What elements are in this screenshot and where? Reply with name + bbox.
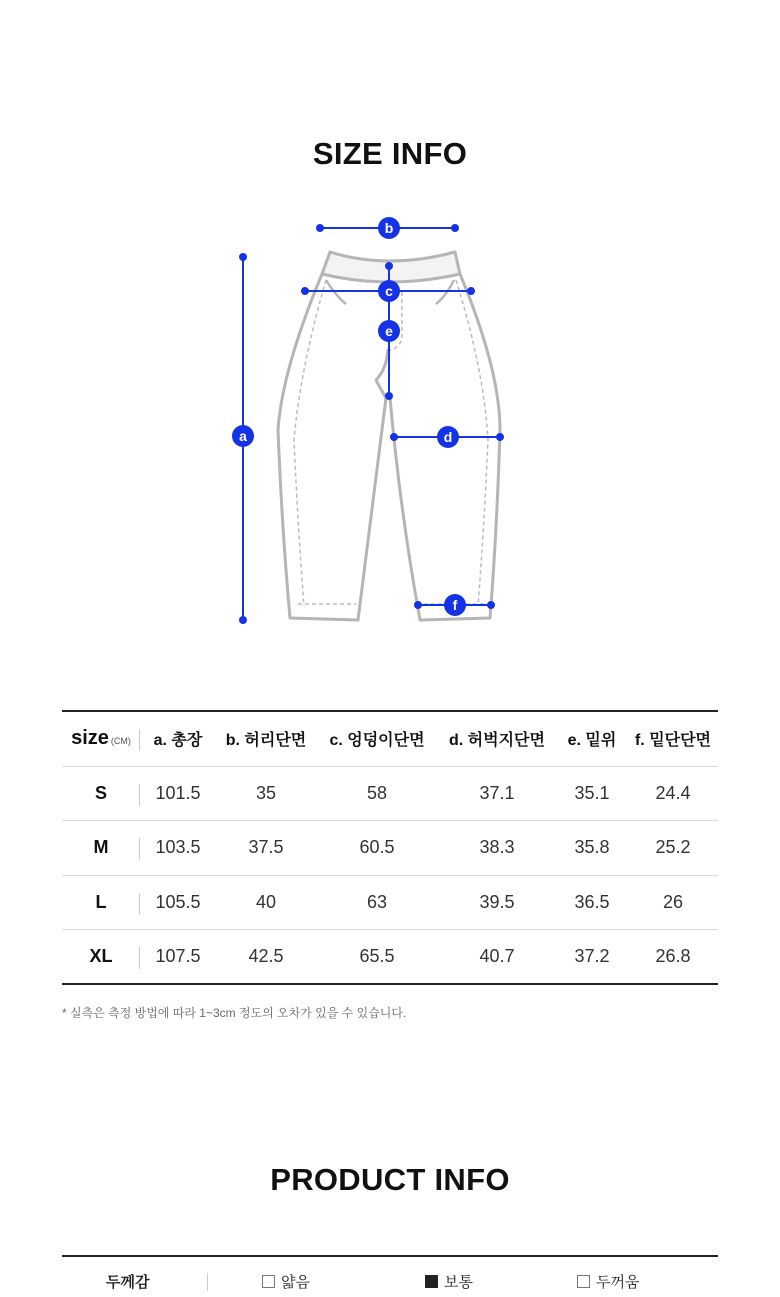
header-hem: f. 밑단단면 — [634, 732, 712, 750]
marker-b — [378, 217, 400, 239]
table-cell: 58 — [366, 782, 388, 803]
svg-text:b: b — [384, 220, 394, 236]
table-cell: 35 — [255, 782, 277, 803]
table-cell: 36.5 — [574, 891, 610, 912]
size-column-header: size (CM) — [62, 711, 140, 766]
table-row — [62, 766, 718, 821]
checkbox-icon — [262, 1275, 275, 1288]
table-cell: 35.8 — [574, 837, 610, 858]
svg-text:f: f — [452, 597, 458, 613]
checkbox-icon — [577, 1275, 590, 1288]
table-cell: 105.5 — [155, 891, 201, 912]
table-cell: 39.5 — [479, 891, 515, 912]
table-row — [62, 821, 718, 876]
thickness-label: 두께감 — [106, 1274, 150, 1291]
table-cell: 26.8 — [655, 946, 691, 966]
table-cell: 26 — [662, 891, 684, 912]
table-cell: 65.5 — [359, 946, 395, 966]
table-cell: 37.1 — [479, 782, 515, 803]
size-table — [62, 710, 718, 985]
pants-size-diagram — [0, 200, 780, 640]
table-cell: 25.2 — [655, 837, 691, 858]
table-row — [62, 875, 718, 930]
svg-text:e: e — [385, 323, 393, 339]
table-cell: 40.7 — [479, 946, 515, 966]
table-cell: 37.2 — [574, 946, 610, 966]
table-cell: 38.3 — [479, 837, 515, 858]
header-rise: e. 밑위 — [567, 732, 617, 750]
table-cell: 35.1 — [574, 782, 610, 803]
size-info-title: SIZE INFO — [312, 136, 468, 171]
measurement-note: * 실측은 측정 방법에 따라 1~3cm 정도의 오차가 있을 수 있습니다. — [62, 1006, 407, 1020]
header-hip: c. 엉덩이단면 — [329, 732, 425, 750]
size-cell: L — [62, 875, 140, 930]
header-thigh: d. 허벅지단면 — [449, 732, 545, 750]
thickness-option-medium: 보통 — [425, 1271, 473, 1292]
svg-text:c: c — [385, 283, 393, 299]
table-cell: 42.5 — [248, 946, 284, 966]
divider — [207, 1273, 208, 1291]
header-waist: b. 허리단면 — [225, 732, 307, 750]
svg-text:a: a — [239, 428, 247, 444]
thickness-option-thin: 얇음 — [262, 1271, 310, 1292]
size-table-header-row — [62, 711, 718, 766]
product-info-table — [62, 1255, 718, 1297]
size-cell: S — [62, 766, 140, 821]
svg-text:d: d — [443, 429, 453, 445]
checkbox-checked-icon — [425, 1275, 438, 1288]
size-cell: XL — [62, 930, 140, 985]
table-cell: 103.5 — [155, 837, 201, 858]
table-cell: 24.4 — [655, 782, 691, 803]
marker-a — [232, 425, 254, 447]
table-cell: 37.5 — [248, 837, 284, 858]
size-cell: M — [62, 821, 140, 876]
header-total-length: a. 총장 — [153, 732, 203, 750]
table-cell: 63 — [366, 891, 388, 912]
table-cell: 101.5 — [155, 782, 201, 803]
product-info-title: PRODUCT INFO — [270, 1162, 510, 1197]
marker-c — [378, 280, 400, 302]
marker-f — [444, 594, 466, 616]
table-cell: 107.5 — [155, 946, 201, 966]
thickness-option-thick: 두꺼움 — [577, 1271, 639, 1292]
table-cell: 40 — [255, 891, 277, 912]
table-cell: 60.5 — [359, 837, 395, 858]
table-row — [62, 930, 718, 985]
marker-d — [437, 426, 459, 448]
marker-e — [378, 320, 400, 342]
